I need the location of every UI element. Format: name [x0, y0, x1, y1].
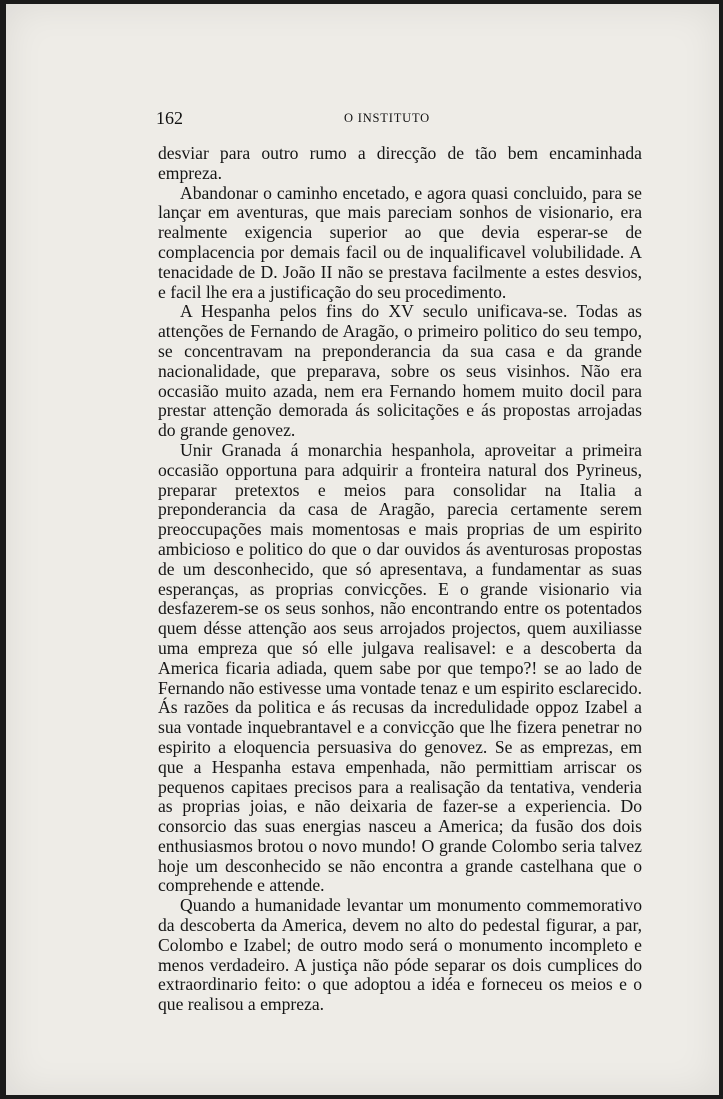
paragraph: A Hespanha pelos fins do XV seculo unificava-se. Todas as attenções de Fernando de Aragão, o primeiro politico do seu tempo, se concentravam na preponderancia da sua casa e da grande nacionalidade, que preparava, sobre os seus visinhos. Não era occasião muito azada, nem era Fernando homem muito docil para prestar attenção demorada ás solicitações e ás propostas arrojadas do grande genovez.	[158, 301, 642, 441]
page-number: 162	[156, 108, 183, 128]
paragraph: Unir Granada á monarchia hespanhola, aproveitar a primeira occasião opportuna para adquirir a fronteira natural dos Pyrineus, preparar pretextos e meios para consolidar na Italia a preponderancia da casa de Aragão, parecia certamente serem preoccupações mais momentosas e mais proprias de um espirito ambicioso e politico do que o dar ouvidos ás aventurosas propostas de um desconhecido, que só apresentava, a fundamentar as suas esperanças, as proprias convicções. E o grande visionario via desfazerem-se os seus sonhos, não encontrando entre os potentados quem désse attenção aos seus arrojados projectos, quem auxiliasse uma empreza que só elle julgava realisavel: e a descoberta da America ficaria adiada, quem sabe por que tempo?! se ao lado de Fernando não estivesse uma vontade tenaz e um espirito esclarecido. Ás razões da politica e ás recusas da incredulidade oppoz Izabel a sua vontade inquebrantavel e a convicção que lhe fizera penetrar no espirito a eloquencia persuasiva do genovez. Se as emprezas, em que a Hespanha estava empenhada, não permittiam arriscar os pequenos capitaes precisos para a realisação da tentativa, venderia as proprias joias, e não deixaria de fazer-se a experiencia. Do consorcio das suas energias nasceu a America; da fusão dos dois enthusiasmos brotou o novo mundo! O grande Colombo seria talvez hoje um desconhecido se não encontra a grande castelhana que o comprehende e attende.	[158, 439, 642, 896]
book-page	[6, 4, 719, 1095]
body-text	[158, 144, 642, 1015]
paragraph: Abandonar o caminho encetado, e agora quasi concluido, para se lançar em aventuras, que mais pareciam sonhos de visionario, era realmente exigencia superior ao que devia esperar-se de complacencia por demais facil ou de inqualificavel volubilidade. A tenacidade de D. João II não se prestava facilmente a estes desvios, e facil lhe era a justificação do seu procedimento.	[158, 182, 642, 302]
running-title: O INSTITUTO	[344, 111, 430, 125]
paragraph-continuation: desviar para outro rumo a direcção de tão bem encaminhada empreza.	[158, 143, 642, 183]
page-header	[156, 108, 636, 128]
paragraph: Quando a humanidade levantar um monumento commemorativo da descoberta da America, devem no alto do pedestal figurar, a par, Colombo e Izabel; de outro modo será o monumento incompleto e menos verdadeiro. A justiça não póde separar os dois cumplices do extraordinario feito: o que adoptou a idéa e forneceu os meios e o que realisou a empreza.	[158, 895, 642, 1015]
